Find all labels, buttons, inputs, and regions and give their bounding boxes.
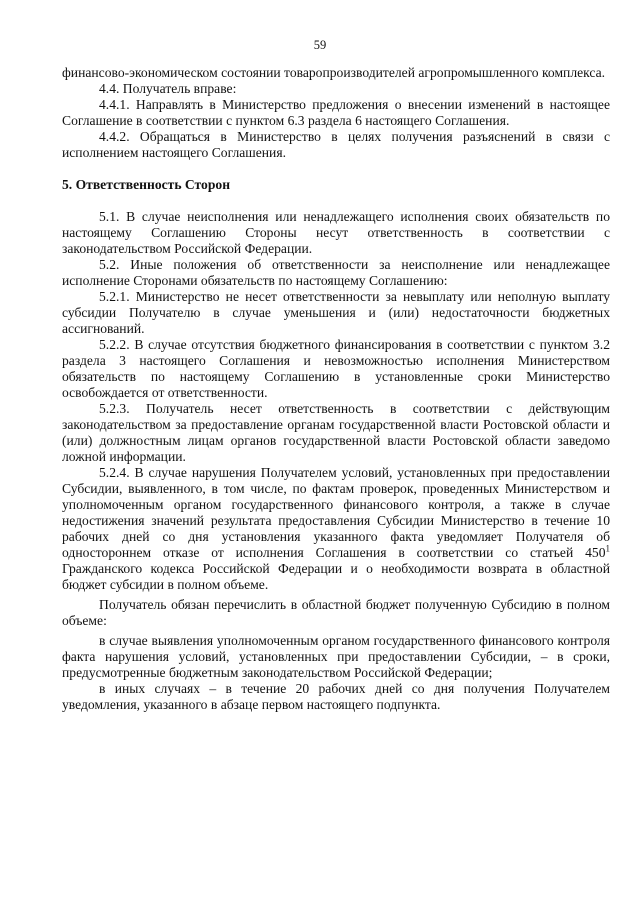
section-heading: 5. Ответственность Сторон	[62, 177, 231, 192]
paragraph-case-other: в иных случаях – в течение 20 рабочих дней со дня получения Получателем уведомления, указанного в абзаце первом настоящего подпункта.	[62, 681, 610, 712]
paragraph-case-violation: в случае выявления уполномоченным органом государственного финансового контроля факта нарушения условий, установленных при предоставлении Субсидии, – в сроки, предусмотренные бюджетным законодательством Российской Федерации;	[62, 633, 610, 680]
paragraph-4-4-2: 4.4.2. Обращаться в Министерство в целях получения разъяснений в связи с исполнением настоящего Соглашения.	[62, 129, 610, 160]
paragraph-continuation: финансово-экономическом состоянии товаропроизводителей агропромышленного комплекса.	[62, 65, 606, 80]
paragraph-5-1: 5.1. В случае неисполнения или ненадлежащего исполнения своих обязательств по настоящему Соглашению Стороны несут ответственность в соответствии с законодательством Российской Федерации.	[62, 209, 610, 256]
superscript-marker: 1	[605, 543, 610, 554]
paragraph-5-2-3: 5.2.3. Получатель несет ответственность в соответствии с действующим законодательством за предоставление органам государственной власти Ростовской области и (или) должностным лицам органов государственной власти Ростовской области заведомо ложной информации.	[62, 401, 610, 464]
paragraph-5-2: 5.2. Иные положения об ответственности за неисполнение или ненадлежащее исполнение Сторонами обязательств по настоящему Соглашению:	[62, 257, 610, 288]
paragraph-4-4-1: 4.4.1. Направлять в Министерство предложения о внесении изменений в настоящее Соглашение в соответствии с пунктом 6.3 раздела 6 настоящего Соглашения.	[62, 97, 610, 128]
paragraph-5-2-2: 5.2.2. В случае отсутствия бюджетного финансирования в соответствии с пунктом 3.2 раздела 3 настоящего Соглашения и невозможностью исполнения Министерством обязательств по настоящему Соглашению в установленные сроки Министерство освобождается от ответственности.	[62, 337, 610, 400]
paragraph-5-2-4-tail: Гражданского кодекса Российской Федерации и о необходимости возврата в областной бюджет субсидии в полном объеме.	[62, 561, 610, 592]
paragraph-obligation: Получатель обязан перечислить в областной бюджет полученную Субсидию в полном объеме:	[62, 597, 610, 628]
paragraph-4-4: 4.4. Получатель вправе:	[99, 81, 237, 96]
paragraph-5-2-4-text: 5.2.4. В случае нарушения Получателем условий, установленных при предоставлении Субсидии, выявленного, в том числе, по фактам проверок, проведенных Министерством и уполномоченным органом государственного финансового контроля, а также в случае недостижения значений результата предоставления Субсидии Министерство в течение 10 рабочих дней со дня установления указанного факта уведомляет Получателя об одностороннем отказе от исполнения Соглашения в соответствии со статьей 450	[62, 465, 610, 560]
page-number: 59	[313, 38, 327, 52]
paragraph-5-2-1: 5.2.1. Министерство не несет ответственности за невыплату или неполную выплату субсидии Получателю в случае уменьшения и (или) недостаточности бюджетных ассигнований.	[62, 289, 610, 336]
paragraph-5-2-4	[62, 465, 610, 593]
document-body	[62, 65, 610, 713]
